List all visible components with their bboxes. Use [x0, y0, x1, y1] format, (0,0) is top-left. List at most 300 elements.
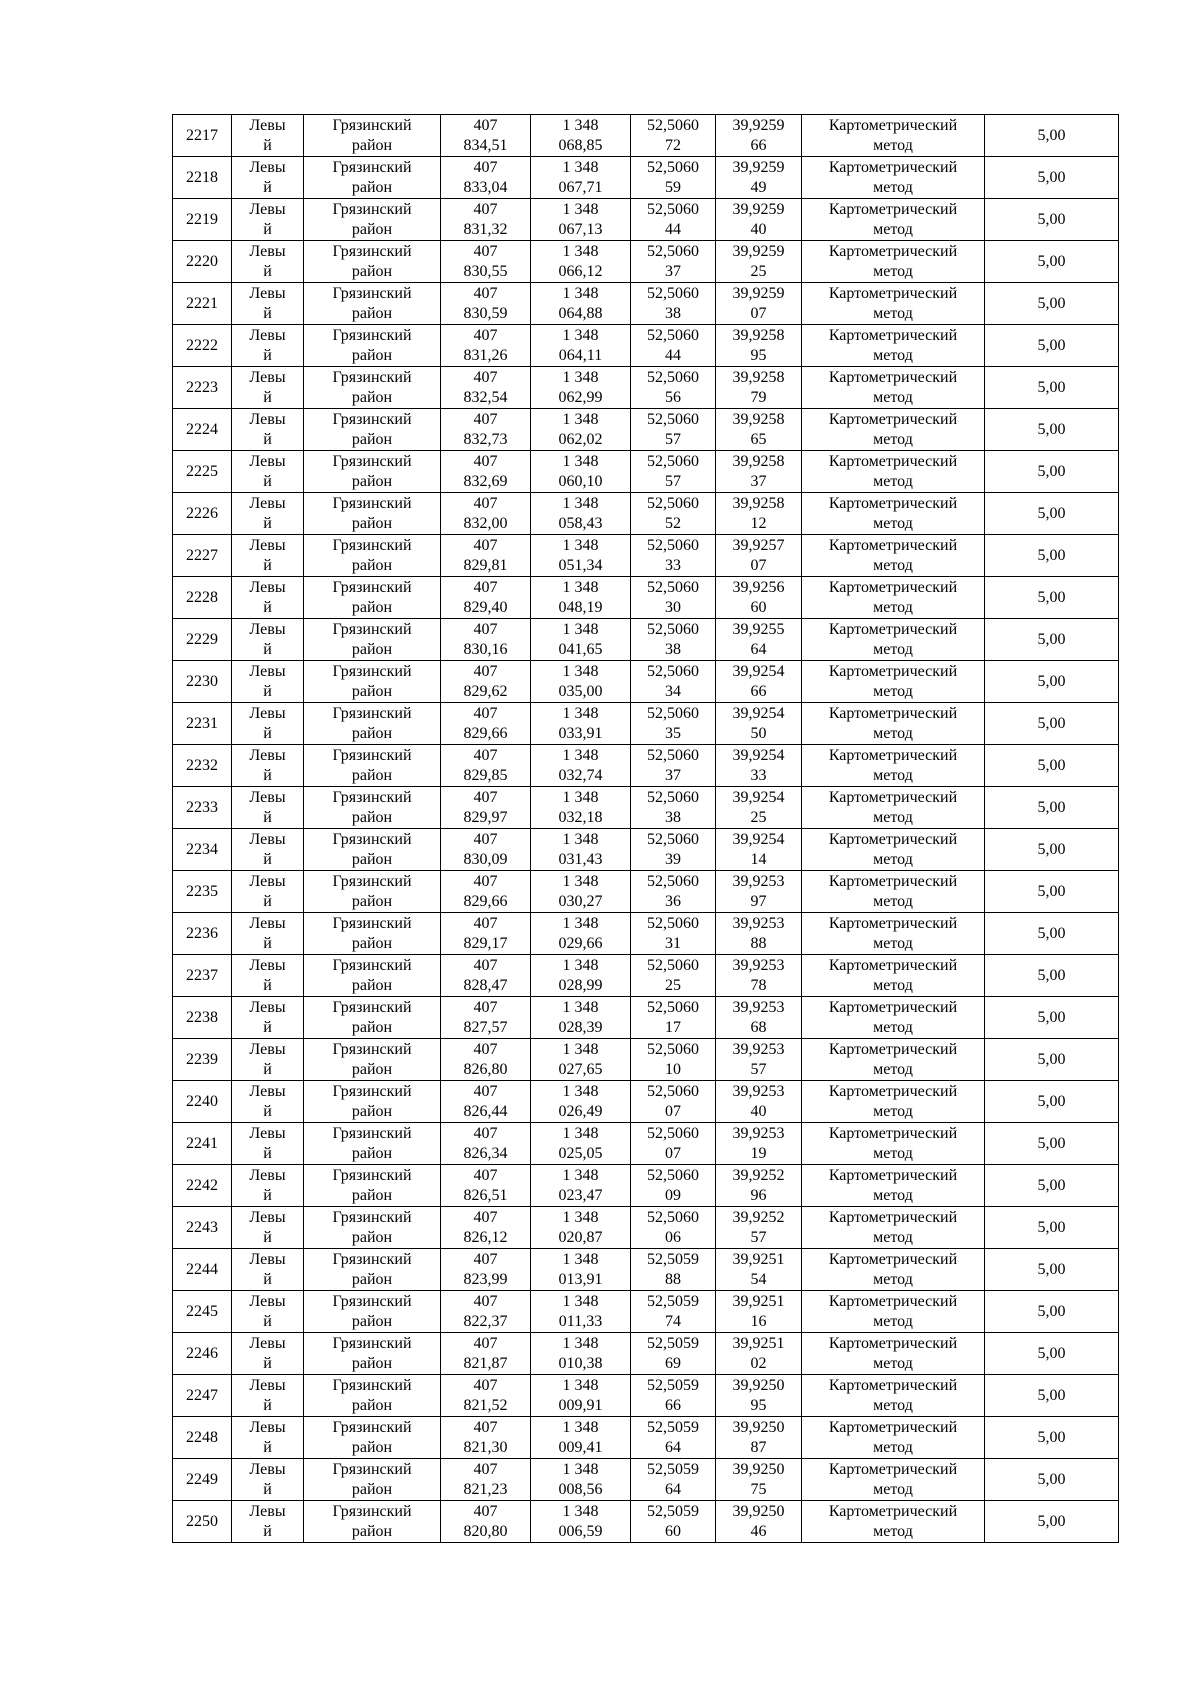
side-cell-line: й [263, 514, 272, 532]
accuracy-cell: 5,00 [985, 1039, 1119, 1081]
x-coordinate-cell-line: 820,80 [463, 1522, 508, 1540]
y-coordinate-cell-line: 1 348 [562, 1292, 599, 1310]
side-cell-line: Левы [249, 662, 286, 680]
method-cell-line: метод [873, 1186, 913, 1204]
side-cell-line: Левы [249, 536, 286, 554]
district-cell-line: Грязинский [332, 1292, 412, 1310]
y-coordinate-cell [531, 1501, 631, 1543]
district-cell [304, 493, 441, 535]
y-coordinate-cell [531, 1249, 631, 1291]
y-coordinate-cell-line: 030,27 [558, 892, 603, 910]
longitude-cell-line: 25 [750, 262, 767, 280]
accuracy-cell: 5,00 [985, 367, 1119, 409]
district-cell-line: район [351, 472, 393, 490]
accuracy-cell: 5,00 [985, 451, 1119, 493]
latitude-cell-line: 88 [665, 1270, 681, 1288]
latitude-cell-line: 52,5060 [647, 578, 699, 596]
method-cell-line: метод [873, 1060, 913, 1078]
y-coordinate-cell-line: 1 348 [562, 1250, 599, 1268]
district-cell-line: Грязинский [332, 1502, 412, 1520]
side-cell-line: й [263, 1312, 272, 1330]
side-cell-line: й [263, 388, 272, 406]
y-coordinate-cell-line: 062,99 [558, 388, 603, 406]
x-coordinate-cell-line: 407 [473, 1124, 498, 1142]
latitude-cell-line: 52,5060 [647, 788, 699, 806]
method-cell [802, 661, 985, 703]
y-coordinate-cell [531, 535, 631, 577]
x-coordinate-cell-line: 407 [473, 1460, 498, 1478]
side-cell-line: Левы [249, 1040, 286, 1058]
latitude-cell-line: 52,5060 [647, 368, 699, 386]
x-coordinate-cell [441, 871, 531, 913]
district-cell-line: Грязинский [332, 410, 412, 428]
longitude-cell-line: 57 [750, 1228, 767, 1246]
longitude-cell [716, 703, 802, 745]
method-cell-line: метод [873, 136, 913, 154]
table-row [173, 997, 1119, 1039]
side-cell [232, 115, 304, 157]
latitude-cell-line: 37 [665, 262, 681, 280]
method-cell [802, 1291, 985, 1333]
x-coordinate-cell-line: 407 [473, 746, 498, 764]
method-cell-line: Картометрический [828, 998, 958, 1016]
longitude-cell-line: 39,9253 [732, 1124, 785, 1142]
district-cell [304, 955, 441, 997]
side-cell-line: Левы [249, 788, 286, 806]
district-cell [304, 745, 441, 787]
side-cell-line: Левы [249, 1124, 286, 1142]
latitude-cell-line: 52,5060 [647, 1208, 699, 1226]
y-coordinate-cell-line: 023,47 [558, 1186, 603, 1204]
table-row [173, 157, 1119, 199]
district-cell-line: район [351, 136, 393, 154]
longitude-cell-line: 39,9251 [732, 1292, 785, 1310]
x-coordinate-cell [441, 535, 531, 577]
point-number-cell: 2232 [173, 745, 232, 787]
district-cell [304, 661, 441, 703]
longitude-cell-line: 39,9253 [732, 1082, 785, 1100]
x-coordinate-cell-line: 407 [473, 1376, 498, 1394]
side-cell-line: й [263, 1186, 272, 1204]
y-coordinate-cell [531, 493, 631, 535]
side-cell-line: й [263, 1018, 272, 1036]
longitude-cell [716, 1291, 802, 1333]
longitude-cell [716, 871, 802, 913]
side-cell-line: Левы [249, 1460, 286, 1478]
district-cell-line: Грязинский [332, 578, 412, 596]
accuracy-cell: 5,00 [985, 1123, 1119, 1165]
method-cell [802, 1039, 985, 1081]
y-coordinate-cell-line: 010,38 [558, 1354, 603, 1372]
method-cell-line: метод [873, 766, 913, 784]
x-coordinate-cell-line: 407 [473, 1208, 498, 1226]
table-row [173, 871, 1119, 913]
district-cell-line: Грязинский [332, 1208, 412, 1226]
latitude-cell-line: 33 [665, 556, 681, 574]
longitude-cell-line: 40 [750, 1102, 767, 1120]
district-cell-line: район [351, 430, 393, 448]
side-cell-line: й [263, 934, 272, 952]
longitude-cell-line: 39,9251 [732, 1334, 785, 1352]
side-cell [232, 1207, 304, 1249]
table-row [173, 199, 1119, 241]
longitude-cell [716, 1375, 802, 1417]
latitude-cell-line: 52,5060 [647, 662, 699, 680]
latitude-cell [631, 283, 716, 325]
longitude-cell-line: 07 [750, 304, 767, 322]
method-cell-line: Картометрический [828, 1502, 958, 1520]
method-cell-line: метод [873, 388, 913, 406]
side-cell-line: Левы [249, 368, 286, 386]
latitude-cell-line: 52,5060 [647, 410, 699, 428]
latitude-cell-line: 52 [665, 514, 681, 532]
y-coordinate-cell [531, 619, 631, 661]
district-cell-line: район [351, 892, 393, 910]
x-coordinate-cell-line: 407 [473, 410, 498, 428]
x-coordinate-cell-line: 828,47 [463, 976, 508, 994]
x-coordinate-cell [441, 1123, 531, 1165]
longitude-cell-line: 64 [750, 640, 767, 658]
district-cell [304, 451, 441, 493]
method-cell-line: Картометрический [828, 242, 958, 260]
latitude-cell-line: 52,5059 [647, 1460, 699, 1478]
district-cell-line: Грязинский [332, 200, 412, 218]
district-cell-line: район [351, 976, 393, 994]
y-coordinate-cell [531, 1333, 631, 1375]
x-coordinate-cell [441, 325, 531, 367]
accuracy-cell: 5,00 [985, 1291, 1119, 1333]
x-coordinate-cell-line: 829,81 [463, 556, 508, 574]
x-coordinate-cell-line: 407 [473, 1502, 498, 1520]
longitude-cell [716, 577, 802, 619]
side-cell-line: Левы [249, 1250, 286, 1268]
method-cell-line: метод [873, 1354, 913, 1372]
district-cell-line: Грязинский [332, 914, 412, 932]
side-cell-line: й [263, 1060, 272, 1078]
y-coordinate-cell-line: 025,05 [558, 1144, 603, 1162]
method-cell [802, 913, 985, 955]
latitude-cell-line: 52,5059 [647, 1502, 699, 1520]
longitude-cell-line: 54 [750, 1270, 767, 1288]
method-cell [802, 577, 985, 619]
accuracy-cell: 5,00 [985, 745, 1119, 787]
method-cell [802, 409, 985, 451]
side-cell-line: й [263, 136, 272, 154]
side-cell [232, 199, 304, 241]
method-cell [802, 1333, 985, 1375]
y-coordinate-cell [531, 871, 631, 913]
longitude-cell [716, 157, 802, 199]
x-coordinate-cell [441, 1375, 531, 1417]
district-cell-line: Грязинский [332, 830, 412, 848]
longitude-cell [716, 1039, 802, 1081]
side-cell-line: й [263, 1228, 272, 1246]
latitude-cell [631, 241, 716, 283]
side-cell-line: Левы [249, 578, 286, 596]
district-cell [304, 829, 441, 871]
district-cell [304, 199, 441, 241]
method-cell [802, 955, 985, 997]
method-cell-line: метод [873, 1270, 913, 1288]
y-coordinate-cell-line: 1 348 [562, 1082, 599, 1100]
x-coordinate-cell-line: 407 [473, 116, 498, 134]
latitude-cell-line: 52,5060 [647, 1040, 699, 1058]
y-coordinate-cell-line: 058,43 [558, 514, 603, 532]
longitude-cell-line: 39,9250 [732, 1502, 785, 1520]
method-cell [802, 115, 985, 157]
side-cell-line: Левы [249, 326, 286, 344]
latitude-cell [631, 1375, 716, 1417]
district-cell-line: Грязинский [332, 620, 412, 638]
side-cell-line: Левы [249, 1334, 286, 1352]
longitude-cell-line: 60 [750, 598, 767, 616]
y-coordinate-cell [531, 661, 631, 703]
y-coordinate-cell-line: 1 348 [562, 872, 599, 890]
side-cell-line: Левы [249, 242, 286, 260]
district-cell-line: район [351, 1144, 393, 1162]
y-coordinate-cell-line: 006,59 [558, 1522, 603, 1540]
side-cell [232, 787, 304, 829]
longitude-cell-line: 39,9254 [732, 746, 785, 764]
method-cell [802, 1207, 985, 1249]
longitude-cell-line: 68 [750, 1018, 767, 1036]
x-coordinate-cell [441, 1081, 531, 1123]
y-coordinate-cell-line: 1 348 [562, 1418, 599, 1436]
latitude-cell [631, 871, 716, 913]
x-coordinate-cell-line: 407 [473, 620, 498, 638]
district-cell [304, 1417, 441, 1459]
point-number-cell: 2238 [173, 997, 232, 1039]
y-coordinate-cell-line: 1 348 [562, 1040, 599, 1058]
method-cell-line: метод [873, 892, 913, 910]
x-coordinate-cell [441, 829, 531, 871]
latitude-cell-line: 64 [665, 1438, 681, 1456]
accuracy-cell: 5,00 [985, 283, 1119, 325]
method-cell-line: Картометрический [828, 1124, 958, 1142]
longitude-cell-line: 39,9258 [732, 410, 785, 428]
method-cell-line: Картометрический [828, 620, 958, 638]
method-cell-line: метод [873, 640, 913, 658]
method-cell [802, 1081, 985, 1123]
side-cell-line: й [263, 598, 272, 616]
y-coordinate-cell [531, 577, 631, 619]
latitude-cell [631, 829, 716, 871]
method-cell-line: метод [873, 1396, 913, 1414]
method-cell-line: метод [873, 1312, 913, 1330]
latitude-cell-line: 52,5059 [647, 1334, 699, 1352]
y-coordinate-cell-line: 1 348 [562, 116, 599, 134]
x-coordinate-cell [441, 283, 531, 325]
table-row [173, 241, 1119, 283]
y-coordinate-cell-line: 1 348 [562, 704, 599, 722]
method-cell [802, 619, 985, 661]
y-coordinate-cell-line: 051,34 [558, 556, 603, 574]
district-cell-line: Грязинский [332, 284, 412, 302]
x-coordinate-cell-line: 833,04 [463, 178, 508, 196]
side-cell-line: й [263, 304, 272, 322]
longitude-cell-line: 25 [750, 808, 767, 826]
method-cell-line: Картометрический [828, 410, 958, 428]
latitude-cell-line: 64 [665, 1480, 681, 1498]
x-coordinate-cell [441, 1165, 531, 1207]
longitude-cell [716, 325, 802, 367]
longitude-cell-line: 39,9256 [732, 578, 785, 596]
x-coordinate-cell [441, 409, 531, 451]
method-cell-line: метод [873, 1228, 913, 1246]
latitude-cell-line: 52,5059 [647, 1250, 699, 1268]
method-cell [802, 1459, 985, 1501]
point-number-cell: 2225 [173, 451, 232, 493]
longitude-cell-line: 88 [750, 934, 767, 952]
y-coordinate-cell [531, 241, 631, 283]
side-cell-line: Левы [249, 1376, 286, 1394]
y-coordinate-cell-line: 1 348 [562, 1460, 599, 1478]
longitude-cell-line: 39,9259 [732, 242, 785, 260]
latitude-cell [631, 1417, 716, 1459]
longitude-cell-line: 12 [750, 514, 767, 532]
district-cell-line: район [351, 682, 393, 700]
side-cell [232, 1249, 304, 1291]
district-cell-line: район [351, 766, 393, 784]
method-cell-line: Картометрический [828, 1082, 958, 1100]
point-number-cell: 2222 [173, 325, 232, 367]
accuracy-cell: 5,00 [985, 241, 1119, 283]
district-cell-line: Грязинский [332, 1166, 412, 1184]
latitude-cell-line: 52,5060 [647, 914, 699, 932]
point-number-cell: 2237 [173, 955, 232, 997]
method-cell [802, 703, 985, 745]
latitude-cell [631, 913, 716, 955]
y-coordinate-cell [531, 1459, 631, 1501]
side-cell-line: Левы [249, 116, 286, 134]
x-coordinate-cell-line: 829,66 [463, 892, 508, 910]
district-cell-line: район [351, 178, 393, 196]
y-coordinate-cell-line: 1 348 [562, 1124, 599, 1142]
district-cell-line: район [351, 1270, 393, 1288]
longitude-cell [716, 997, 802, 1039]
coordinates-table [172, 114, 1119, 1543]
table-row [173, 451, 1119, 493]
x-coordinate-cell-line: 829,62 [463, 682, 508, 700]
district-cell-line: Грязинский [332, 158, 412, 176]
method-cell [802, 157, 985, 199]
x-coordinate-cell [441, 1291, 531, 1333]
method-cell-line: метод [873, 976, 913, 994]
longitude-cell-line: 39,9258 [732, 326, 785, 344]
accuracy-cell: 5,00 [985, 1333, 1119, 1375]
x-coordinate-cell-line: 830,09 [463, 850, 508, 868]
side-cell [232, 1459, 304, 1501]
table-row [173, 325, 1119, 367]
method-cell-line: Картометрический [828, 452, 958, 470]
method-cell-line: метод [873, 430, 913, 448]
x-coordinate-cell-line: 407 [473, 1082, 498, 1100]
district-cell-line: район [351, 262, 393, 280]
side-cell-line: й [263, 892, 272, 910]
latitude-cell-line: 37 [665, 766, 681, 784]
latitude-cell-line: 56 [665, 388, 681, 406]
method-cell-line: Картометрический [828, 872, 958, 890]
side-cell-line: й [263, 1144, 272, 1162]
district-cell [304, 1459, 441, 1501]
longitude-cell [716, 1333, 802, 1375]
method-cell-line: Картометрический [828, 1418, 958, 1436]
accuracy-cell: 5,00 [985, 493, 1119, 535]
table-row [173, 1165, 1119, 1207]
method-cell-line: Картометрический [828, 1334, 958, 1352]
side-cell-line: Левы [249, 956, 286, 974]
y-coordinate-cell-line: 1 348 [562, 578, 599, 596]
x-coordinate-cell-line: 407 [473, 158, 498, 176]
accuracy-cell: 5,00 [985, 1207, 1119, 1249]
district-cell-line: Грязинский [332, 1250, 412, 1268]
side-cell-line: й [263, 178, 272, 196]
y-coordinate-cell-line: 1 348 [562, 284, 599, 302]
side-cell [232, 703, 304, 745]
latitude-cell-line: 52,5060 [647, 620, 699, 638]
x-coordinate-cell [441, 1333, 531, 1375]
table-row [173, 829, 1119, 871]
longitude-cell-line: 33 [750, 766, 767, 784]
y-coordinate-cell-line: 011,33 [558, 1312, 603, 1330]
table-row [173, 1459, 1119, 1501]
method-cell [802, 787, 985, 829]
longitude-cell [716, 1501, 802, 1543]
side-cell-line: й [263, 724, 272, 742]
longitude-cell-line: 39,9254 [732, 788, 785, 806]
latitude-cell-line: 39 [665, 850, 681, 868]
latitude-cell [631, 199, 716, 241]
point-number-cell: 2242 [173, 1165, 232, 1207]
longitude-cell-line: 39,9259 [732, 200, 785, 218]
method-cell [802, 745, 985, 787]
x-coordinate-cell [441, 955, 531, 997]
latitude-cell [631, 661, 716, 703]
y-coordinate-cell-line: 020,87 [558, 1228, 603, 1246]
x-coordinate-cell-line: 829,85 [463, 766, 508, 784]
y-coordinate-cell [531, 1081, 631, 1123]
longitude-cell-line: 37 [750, 472, 767, 490]
longitude-cell [716, 661, 802, 703]
x-coordinate-cell-line: 831,26 [463, 346, 508, 364]
side-cell-line: Левы [249, 830, 286, 848]
district-cell [304, 787, 441, 829]
method-cell [802, 1375, 985, 1417]
longitude-cell-line: 14 [750, 850, 767, 868]
latitude-cell-line: 52,5060 [647, 536, 699, 554]
side-cell [232, 283, 304, 325]
longitude-cell [716, 1459, 802, 1501]
latitude-cell-line: 34 [665, 682, 681, 700]
method-cell-line: Картометрический [828, 1208, 958, 1226]
x-coordinate-cell [441, 745, 531, 787]
x-coordinate-cell [441, 451, 531, 493]
side-cell [232, 409, 304, 451]
longitude-cell-line: 39,9252 [732, 1166, 785, 1184]
district-cell [304, 1123, 441, 1165]
y-coordinate-cell-line: 032,74 [558, 766, 603, 784]
x-coordinate-cell-line: 826,12 [463, 1228, 508, 1246]
longitude-cell-line: 66 [750, 136, 767, 154]
method-cell-line: Картометрический [828, 662, 958, 680]
x-coordinate-cell-line: 821,23 [463, 1480, 508, 1498]
longitude-cell [716, 745, 802, 787]
method-cell-line: Картометрический [828, 1460, 958, 1478]
side-cell [232, 997, 304, 1039]
side-cell-line: й [263, 430, 272, 448]
method-cell [802, 367, 985, 409]
x-coordinate-cell-line: 829,17 [463, 934, 508, 952]
